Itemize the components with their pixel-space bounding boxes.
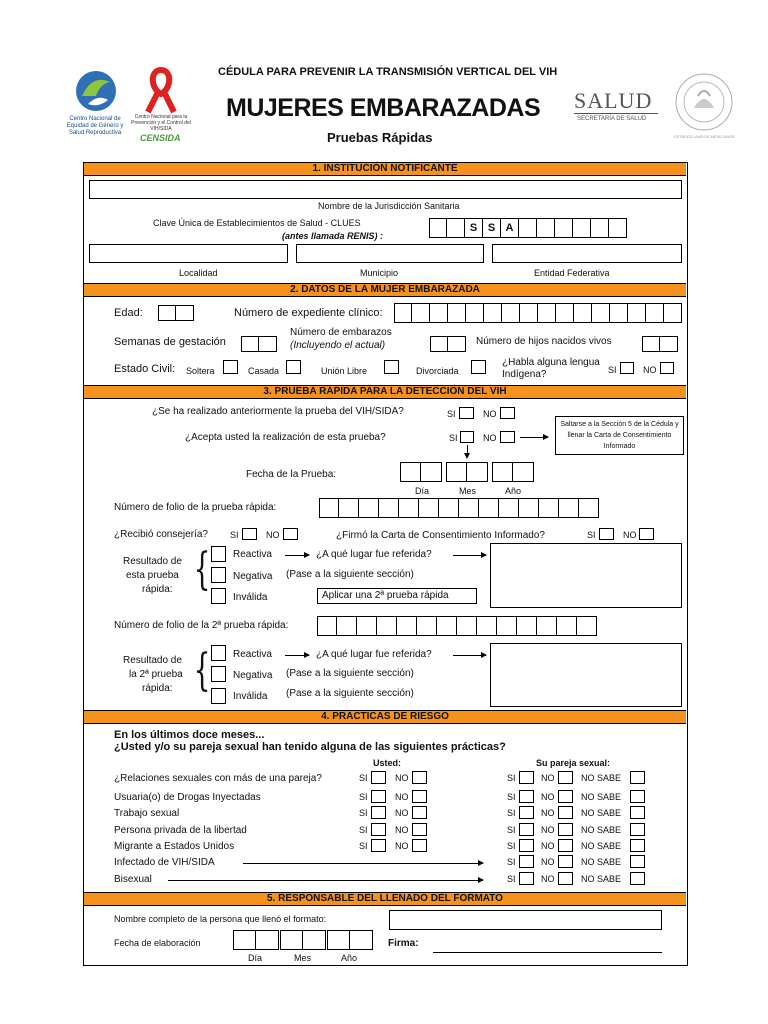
entidad-field[interactable] [492, 244, 682, 263]
pareja-no-sabe-checkbox[interactable] [630, 790, 645, 803]
pareja-no-label: NO [541, 808, 555, 818]
folio-cells[interactable] [319, 498, 599, 518]
elab-dia-label: Día [248, 953, 263, 963]
pareja-no-sabe-label: NO SABE [581, 857, 622, 867]
responsable-nombre-label: Nombre completo de la persona que llenó el formato: [114, 914, 327, 924]
mexico-seal-icon [674, 72, 734, 132]
section4-header: 4. PRÁCTICAS DE RIESGO [84, 710, 686, 724]
jurisdiccion-field[interactable] [89, 180, 682, 199]
usted-no-label: NO [395, 808, 409, 818]
negativa1-label: Negativa [233, 571, 273, 582]
pareja-no-label: NO [541, 773, 555, 783]
pareja-no-sabe-label: NO SABE [581, 808, 622, 818]
resultado2-label-3: rápida: [142, 683, 173, 694]
semanas-label: Semanas de gestación [114, 336, 226, 348]
firma-label: Firma: [388, 938, 419, 949]
risk-item-label: ¿Relaciones sexuales con más de una pareja? [114, 773, 322, 784]
folio2-cell[interactable] [357, 616, 377, 636]
usted-no-checkbox[interactable] [412, 771, 427, 784]
clues-label: Clave Única de Establecimientos de Salud - CLUES [153, 218, 361, 228]
embarazos-cells[interactable] [430, 336, 466, 352]
pareja-no-checkbox[interactable] [558, 839, 573, 852]
arrow-to-note [520, 437, 548, 438]
hijos-cell[interactable] [642, 336, 660, 352]
hijos-cells[interactable] [642, 336, 678, 352]
fecha-cell[interactable] [467, 462, 488, 482]
lugar2-arrow [453, 655, 486, 656]
risk-item-label: Persona privada de la libertad [114, 825, 247, 836]
folio2-cell[interactable] [397, 616, 417, 636]
folio2-cell[interactable] [497, 616, 517, 636]
clues-cell[interactable] [591, 218, 609, 238]
jurisdiccion-label: Nombre de la Jurisdicción Sanitaria [318, 201, 460, 211]
clues-cell[interactable] [555, 218, 573, 238]
prev-si-label: SI [447, 409, 456, 419]
risk-item-label: Bisexual [114, 874, 152, 885]
usted-si-checkbox[interactable] [371, 771, 386, 784]
elab-cell[interactable] [256, 930, 279, 950]
usted-si-label: SI [359, 825, 368, 835]
risk-item-arrow [243, 863, 483, 864]
reactiva2-arrow [285, 655, 309, 656]
folio2-label: Número de folio de la 2ª prueba rápida: [114, 620, 289, 631]
folio2-cell[interactable] [317, 616, 337, 636]
usted-si-label: SI [359, 773, 368, 783]
usted-si-checkbox[interactable] [371, 806, 386, 819]
clues-cells[interactable] [429, 218, 627, 238]
expediente-cell[interactable] [574, 303, 592, 323]
fecha-prueba-label: Fecha de la Prueba: [246, 469, 337, 480]
divorciada-checkbox[interactable] [471, 360, 486, 374]
prev-si-checkbox[interactable] [459, 407, 474, 419]
lengua-label-2: Indígena? [502, 369, 547, 380]
pareja-no-sabe-label: NO SABE [581, 874, 622, 884]
usted-si-label: SI [359, 808, 368, 818]
pareja-no-label: NO [541, 841, 555, 851]
expediente-cell[interactable] [538, 303, 556, 323]
usted-no-checkbox[interactable] [412, 790, 427, 803]
folio2-cell[interactable] [517, 616, 537, 636]
expediente-label: Número de expediente clínico: [234, 307, 383, 319]
consejeria-label: ¿Recibió consejería? [114, 529, 208, 540]
expediente-cell[interactable] [610, 303, 628, 323]
pareja-no-label: NO [541, 874, 555, 884]
firma-line[interactable] [433, 952, 662, 953]
reactiva2-checkbox[interactable] [211, 645, 226, 661]
usted-no-checkbox[interactable] [412, 806, 427, 819]
casada-label: Casada [248, 366, 280, 376]
folio2-cell[interactable] [417, 616, 437, 636]
usted-no-label: NO [395, 825, 409, 835]
usted-si-label: SI [359, 841, 368, 851]
pareja-si-checkbox[interactable] [519, 823, 534, 836]
secretaria-text: SECRETARÍA DE SALUD [577, 116, 647, 122]
folio-cell[interactable] [419, 498, 439, 518]
folio2-cell[interactable] [337, 616, 357, 636]
estado-civil-label: Estado Civil: [114, 363, 176, 375]
consejeria-si-checkbox[interactable] [242, 528, 257, 540]
firmo-no-checkbox[interactable] [639, 528, 654, 540]
pareja-si-checkbox[interactable] [519, 806, 534, 819]
pareja-si-label: SI [507, 841, 516, 851]
lengua-no-label: NO [643, 365, 657, 375]
pareja-no-label: NO [541, 792, 555, 802]
semanas-cell[interactable] [259, 336, 277, 352]
usted-no-checkbox[interactable] [412, 823, 427, 836]
acepta-no-checkbox[interactable] [500, 431, 515, 443]
lugar1-field[interactable] [490, 543, 682, 608]
elab-mes-label: Mes [294, 953, 312, 963]
expediente-cell[interactable] [646, 303, 664, 323]
folio-cell[interactable] [379, 498, 399, 518]
cnegsr-logo [68, 66, 124, 116]
embarazos-cell[interactable] [448, 336, 466, 352]
hijos-label: Número de hijos nacidos vivos [476, 336, 612, 347]
aplicar-segunda-box [317, 588, 477, 604]
elab-cell[interactable] [327, 930, 350, 950]
folio-cell[interactable] [539, 498, 559, 518]
folio2-cell[interactable] [577, 616, 597, 636]
hijos-cell[interactable] [660, 336, 678, 352]
elab-cell[interactable] [233, 930, 256, 950]
localidad-field[interactable] [89, 244, 288, 263]
consejeria-no-label: NO [266, 530, 280, 540]
clues-cell[interactable]: S [483, 218, 501, 238]
pareja-no-sabe-checkbox[interactable] [630, 839, 645, 852]
folio-cell[interactable] [479, 498, 499, 518]
expediente-cell[interactable] [502, 303, 520, 323]
elab-mes-cells[interactable] [280, 930, 326, 950]
pareja-si-label: SI [507, 825, 516, 835]
expediente-cell[interactable] [556, 303, 574, 323]
elab-anio-label: Año [341, 953, 358, 963]
fecha-dia-cells[interactable] [400, 462, 442, 482]
soltera-label: Soltera [186, 366, 215, 376]
skip-note-box [555, 416, 684, 455]
elab-cell[interactable] [303, 930, 326, 950]
invalida2-checkbox[interactable] [211, 688, 226, 704]
usted-no-label: NO [395, 841, 409, 851]
folio-label: Número de folio de la prueba rápida: [114, 502, 277, 513]
usted-no-checkbox[interactable] [412, 839, 427, 852]
lugar1-question: ¿A qué lugar fue referida? [316, 549, 432, 560]
pareja-no-checkbox[interactable] [558, 790, 573, 803]
entidad-label: Entidad Federativa [534, 268, 610, 278]
pareja-si-checkbox[interactable] [519, 872, 534, 885]
municipio-label: Municipio [360, 268, 399, 278]
risk-item-label: Usuaria(o) de Drogas Inyectadas [114, 792, 261, 803]
invalida2-label: Inválida [233, 691, 268, 702]
edad-label: Edad: [114, 307, 143, 319]
fecha-cell[interactable] [513, 462, 534, 482]
folio2-cell[interactable] [477, 616, 497, 636]
edad-cell[interactable] [158, 305, 176, 321]
brace-1: { [193, 544, 211, 595]
mexico-seal [674, 72, 734, 132]
usted-no-label: NO [395, 792, 409, 802]
pareja-no-sabe-checkbox[interactable] [630, 771, 645, 784]
expediente-cell[interactable] [664, 303, 682, 323]
acepta-question: ¿Acepta usted la realización de esta prueba? [185, 432, 386, 443]
dia-label: Día [415, 486, 430, 496]
pareja-si-label: SI [507, 857, 516, 867]
folio-cell[interactable] [499, 498, 519, 518]
pareja-no-sabe-checkbox[interactable] [630, 823, 645, 836]
embarazos-cell[interactable] [430, 336, 448, 352]
union-libre-label: Unión Libre [321, 366, 368, 376]
soltera-checkbox[interactable] [223, 360, 238, 374]
folio2-cell[interactable] [557, 616, 577, 636]
fecha-anio-cells[interactable] [492, 462, 534, 482]
resultado2-label: Resultado de [123, 655, 182, 666]
invalida2-note: (Pase a la siguiente sección) [286, 688, 414, 699]
pareja-no-checkbox[interactable] [558, 872, 573, 885]
firmo-label: ¿Firmó la Carta de Consentimiento Informado? [336, 530, 545, 541]
resultado1-label-2: esta prueba [126, 570, 179, 581]
subtitle: Pruebas Rápidas [327, 130, 433, 145]
expediente-cell[interactable] [430, 303, 448, 323]
casada-checkbox[interactable] [286, 360, 301, 374]
main-title: MUJERES EMBARAZADAS [226, 94, 541, 122]
consejeria-si-label: SI [230, 530, 239, 540]
expediente-cell[interactable] [394, 303, 412, 323]
firmo-si-label: SI [587, 530, 596, 540]
fecha-cell[interactable] [492, 462, 513, 482]
riesgo-intro-2: ¿Usted y/o su pareja sexual han tenido alguna de las siguientes prácticas? [114, 741, 506, 753]
folio-cell[interactable] [459, 498, 479, 518]
seal-text: ESTADOS UNIDOS MEXICANOS [674, 134, 735, 139]
folio-cell[interactable] [319, 498, 339, 518]
folio2-cell[interactable] [457, 616, 477, 636]
negativa1-checkbox[interactable] [211, 567, 226, 583]
folio-cell[interactable] [339, 498, 359, 518]
firmo-no-label: NO [623, 530, 637, 540]
divorciada-label: Divorciada [416, 366, 459, 376]
folio-cell[interactable] [439, 498, 459, 518]
folio2-cell[interactable] [437, 616, 457, 636]
pareja-si-label: SI [507, 773, 516, 783]
reactiva1-checkbox[interactable] [211, 546, 226, 562]
pareja-no-sabe-checkbox[interactable] [630, 806, 645, 819]
municipio-field[interactable] [296, 244, 484, 263]
cnegsr-org-text: Centro Nacional de Equidad de Género y Salud Reproductiva [66, 116, 124, 136]
aplicar-segunda-text: Aplicar una 2ª prueba rápida [322, 590, 449, 601]
clues-cell[interactable]: A [501, 218, 519, 238]
consejeria-no-checkbox[interactable] [283, 528, 298, 540]
expediente-cells[interactable] [394, 303, 682, 323]
responsable-nombre-field[interactable] [389, 910, 662, 930]
lugar1-arrow [453, 555, 486, 556]
clues-cell[interactable] [519, 218, 537, 238]
section1-header: 1. INSTITUCIÓN NOTIFICANTE [84, 162, 686, 176]
fecha-cell[interactable] [446, 462, 467, 482]
risk-item-label: Migrante a Estados Unidos [114, 841, 235, 852]
pareja-si-checkbox[interactable] [519, 771, 534, 784]
pareja-no-checkbox[interactable] [558, 771, 573, 784]
pareja-si-checkbox[interactable] [519, 790, 534, 803]
section5-header: 5. RESPONSABLE DEL LLENADO DEL FORMATO [84, 892, 686, 906]
risk-item-label: Infectado de VIH/SIDA [114, 857, 215, 868]
fecha-elaboracion-label: Fecha de elaboración [114, 938, 201, 948]
section3-header: 3. PRUEBA RÁPIDA PARA LA DETECCIÓN DEL VIH [84, 385, 686, 399]
cnegsr-logo-icon [68, 66, 124, 116]
clues-cell[interactable] [609, 218, 627, 238]
pareja-si-label: SI [507, 874, 516, 884]
clues-cell[interactable] [447, 218, 465, 238]
elab-cell[interactable] [280, 930, 303, 950]
prev-no-label: NO [483, 409, 497, 419]
mes-label: Mes [459, 486, 477, 496]
red-ribbon-icon [136, 66, 186, 114]
expediente-cell[interactable] [520, 303, 538, 323]
clues-cell[interactable]: S [465, 218, 483, 238]
expediente-cell[interactable] [448, 303, 466, 323]
acepta-si-label: SI [449, 433, 458, 443]
censida-org-text: Centro Nacional para la Prevención y el Control del VIH/SIDA [131, 114, 191, 132]
edad-cells[interactable] [158, 305, 194, 321]
brace-2: { [193, 645, 211, 696]
usted-header: Usted: [373, 758, 402, 768]
edad-cell[interactable] [176, 305, 194, 321]
num-embarazos-note: (Incluyendo el actual) [290, 340, 386, 351]
pareja-no-sabe-label: NO SABE [581, 841, 622, 851]
invalida1-checkbox[interactable] [211, 588, 226, 604]
elab-dia-cells[interactable] [233, 930, 279, 950]
clues-cell[interactable] [537, 218, 555, 238]
semanas-cell[interactable] [241, 336, 259, 352]
elab-cell[interactable] [350, 930, 373, 950]
folio2-cell[interactable] [537, 616, 557, 636]
semanas-cells[interactable] [241, 336, 277, 352]
fecha-mes-cells[interactable] [446, 462, 488, 482]
union-libre-checkbox[interactable] [384, 360, 399, 374]
folio-cell[interactable] [399, 498, 419, 518]
expediente-cell[interactable] [466, 303, 484, 323]
pareja-no-label: NO [541, 857, 555, 867]
elab-anio-cells[interactable] [327, 930, 373, 950]
localidad-label: Localidad [179, 268, 218, 278]
anio-label: Año [505, 486, 522, 496]
fecha-cell[interactable] [421, 462, 442, 482]
pareja-si-checkbox[interactable] [519, 855, 534, 868]
folio2-cells[interactable] [317, 616, 597, 636]
pareja-no-checkbox[interactable] [558, 855, 573, 868]
usted-si-checkbox[interactable] [371, 823, 386, 836]
pareja-no-sabe-checkbox[interactable] [630, 872, 645, 885]
renis-label: (antes llamada RENIS) : [282, 231, 384, 241]
pareja-no-sabe-label: NO SABE [581, 773, 622, 783]
folio2-cell[interactable] [377, 616, 397, 636]
acepta-si-checkbox[interactable] [460, 431, 474, 443]
expediente-cell[interactable] [412, 303, 430, 323]
lengua-si-label: SI [608, 365, 617, 375]
expediente-cell[interactable] [628, 303, 646, 323]
pareja-no-sabe-label: NO SABE [581, 825, 622, 835]
folio-cell[interactable] [559, 498, 579, 518]
negativa2-label: Negativa [233, 670, 273, 681]
expediente-cell[interactable] [592, 303, 610, 323]
pareja-si-checkbox[interactable] [519, 839, 534, 852]
usted-si-label: SI [359, 792, 368, 802]
folio-cell[interactable] [359, 498, 379, 518]
reactiva1-arrow [285, 555, 309, 556]
pareja-si-label: SI [507, 792, 516, 802]
censida-name: CENSIDA [140, 133, 181, 143]
salud-logo: SALUD [574, 88, 653, 113]
folio-cell[interactable] [579, 498, 599, 518]
negativa1-note: (Pase a la siguiente sección) [286, 569, 414, 580]
lugar2-field[interactable] [490, 643, 682, 707]
prev-no-checkbox[interactable] [500, 407, 515, 419]
clues-cell[interactable] [573, 218, 591, 238]
censida-ribbon [136, 66, 186, 114]
resultado1-label-3: rápida: [142, 584, 173, 595]
lengua-no-checkbox[interactable] [660, 362, 674, 374]
risk-item-label: Trabajo sexual [114, 808, 180, 819]
firmo-si-checkbox[interactable] [599, 528, 614, 540]
pareja-no-sabe-checkbox[interactable] [630, 855, 645, 868]
reactiva1-label: Reactiva [233, 549, 272, 560]
usted-si-checkbox[interactable] [371, 839, 386, 852]
prueba-previa-question: ¿Se ha realizado anteriormente la prueba del VIH/SIDA? [152, 406, 404, 417]
section2-header: 2. DATOS DE LA MUJER EMBARAZADA [84, 283, 686, 297]
riesgo-intro-1: En los últimos doce meses... [114, 729, 265, 741]
risk-item-arrow [168, 880, 483, 881]
lugar2-question: ¿A qué lugar fue referida? [316, 649, 432, 660]
num-embarazos-label: Número de embarazos [290, 327, 392, 338]
pareja-no-label: NO [541, 825, 555, 835]
pareja-header: Su pareja sexual: [536, 758, 611, 768]
negativa2-checkbox[interactable] [211, 666, 226, 682]
usted-si-checkbox[interactable] [371, 790, 386, 803]
pareja-no-checkbox[interactable] [558, 806, 573, 819]
invalida1-label: Inválida [233, 592, 268, 603]
pareja-no-sabe-label: NO SABE [581, 792, 622, 802]
arrow-down-head [464, 453, 470, 459]
pareja-no-checkbox[interactable] [558, 823, 573, 836]
cedula-title: CÉDULA PARA PREVENIR LA TRANSMISIÓN VERTICAL DEL VIH [218, 66, 558, 78]
resultado2-label-2: la 2ª prueba [129, 669, 183, 680]
skip-note-text: Saltarse a la Sección 5 de la Cédula y llenar la Carta de Consentimiento Informado [560, 421, 679, 450]
reactiva2-label: Reactiva [233, 649, 272, 660]
lengua-si-checkbox[interactable] [620, 362, 634, 374]
folio-cell[interactable] [519, 498, 539, 518]
resultado1-label: Resultado de [123, 556, 182, 567]
lengua-label: ¿Habla alguna lengua [502, 357, 600, 368]
negativa2-note: (Pase a la siguiente sección) [286, 668, 414, 679]
clues-cell[interactable] [429, 218, 447, 238]
acepta-no-label: NO [483, 433, 497, 443]
pareja-si-label: SI [507, 808, 516, 818]
fecha-cell[interactable] [400, 462, 421, 482]
usted-no-label: NO [395, 773, 409, 783]
expediente-cell[interactable] [484, 303, 502, 323]
salud-rule [574, 113, 658, 114]
